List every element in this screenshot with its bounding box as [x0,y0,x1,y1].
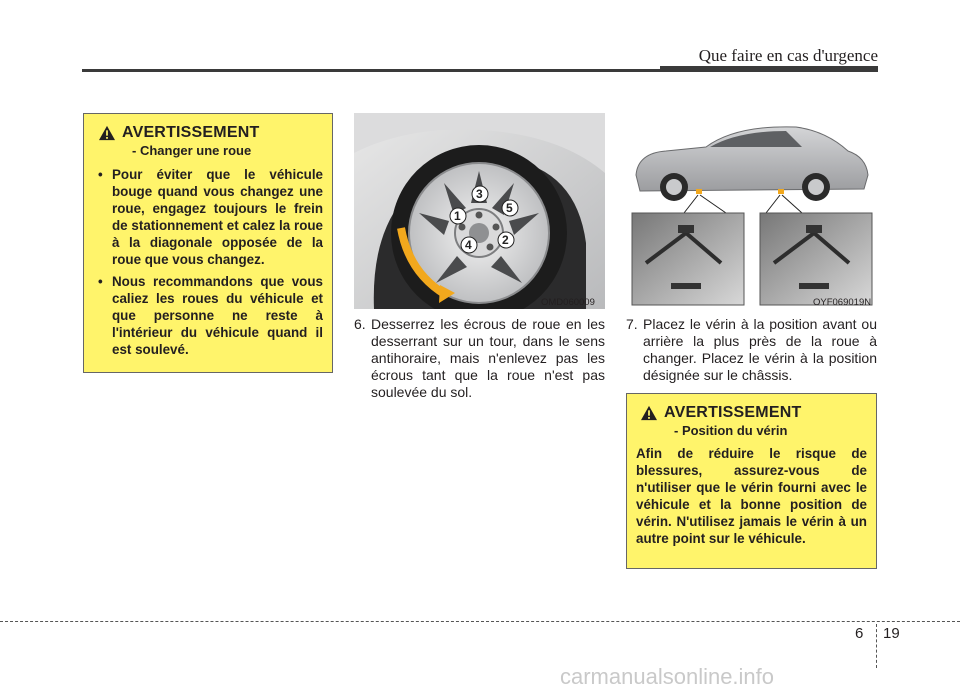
page-separator [876,624,877,668]
page-header-title: Que faire en cas d'urgence [698,46,878,65]
warning-title: AVERTISSEMENT [664,404,802,421]
warning-box-change-wheel [83,113,333,373]
warning-list [98,166,323,358]
warning-item: • Nous recommandons que vous caliez les roues du véhicule et que personne ne reste à l'intérieur du véhicule quand il est soulevé. [98,274,323,357]
footer-rule [0,621,960,622]
nut-label-1: 1 [454,209,461,223]
warning-text: Afin de réduire le risque de blessures, assurez-vous de n'utiliser que le vérin fourni avec le véhicule et la bonne position de vérin. N'utilisez jamais le vérin à un autre point sur le véhicule. [636,446,867,546]
watermark: carmanualsonline.info [560,664,775,689]
nut-label-2: 2 [502,233,509,247]
step-number: 6. [354,316,366,332]
page-number: 19 [883,625,900,642]
jack-position-figure [626,113,877,309]
warning-subtitle: - Changer une roue [132,143,252,158]
nut-label-3: 3 [476,187,483,201]
warning-triangle-icon [640,405,658,421]
step-text: Placez le vérin à la position avant ou arrière la plus près de la roue à changer. Placez le vérin à la position désignée sur le châssis. [643,316,877,383]
nut-label-5: 5 [506,201,513,215]
warning-triangle-icon [98,125,116,141]
wheel-illustration [354,113,605,309]
nut-label-4: 4 [465,238,472,252]
wheel-nuts-figure [354,113,605,309]
warning-subtitle: - Position du vérin [674,423,788,438]
chapter-number: 6 [855,625,864,642]
step-6 [354,316,605,401]
jack-illustration [626,113,877,309]
warning-title: AVERTISSEMENT [122,124,260,141]
step-7 [626,316,877,384]
header-rule-tab [660,66,878,71]
step-number: 7. [626,316,638,332]
step-text: Desserrez les écrous de roue en les desserrant sur un tour, dans le sens antihoraire, mais n'enlevez pas les écrous tant que la roue n'est pas soulevée du sol. [371,316,605,400]
warning-item: • Pour éviter que le véhicule bouge quand vous changez une roue, engagez toujours le frein de stationnement et calez la roue à la diagonale opposée de la roue que vous changez. [98,167,323,267]
warning-box-jack-position [626,393,877,569]
figure-code-wheel: OMD060009 [541,297,595,308]
figure-code-jack: OYF069019N [813,297,872,308]
